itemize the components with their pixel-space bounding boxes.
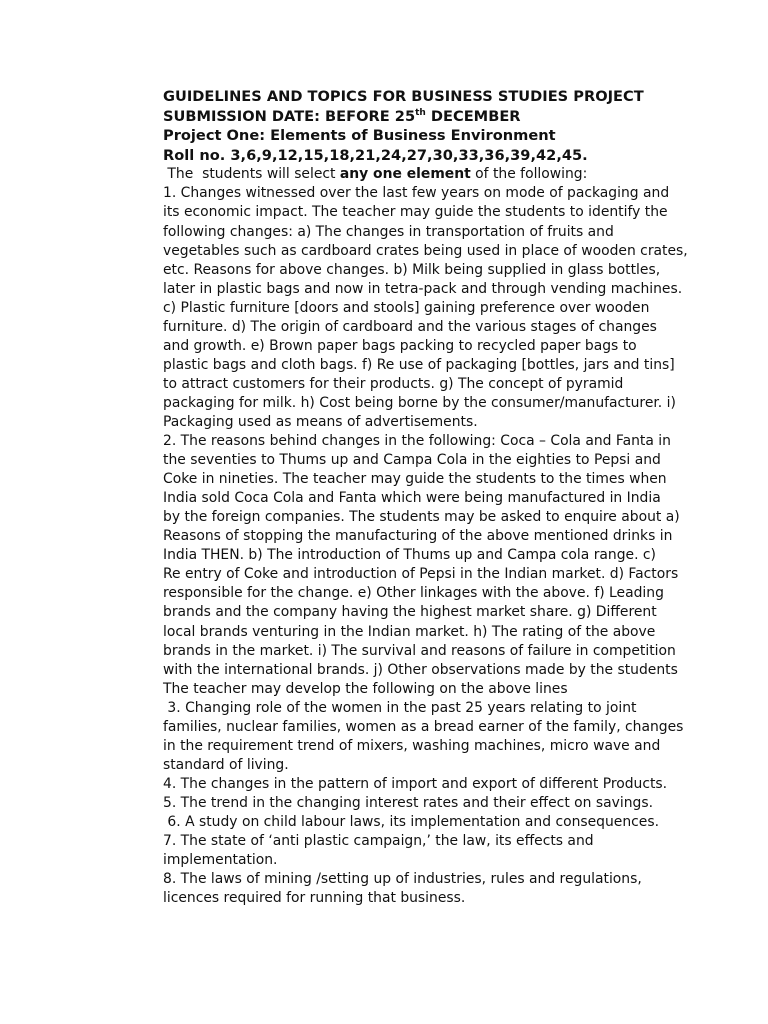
text-line: 1. Changes witnessed over the last few years on mode of packaging and [163,185,670,202]
text-line: Reasons of stopping the manufacturing of the above mentioned drinks in [163,528,673,545]
text-line: Re entry of Coke and introduction of Pepsi in the Indian market. d) Factors [163,566,679,583]
text-line: vegetables such as cardboard crates being used in place of wooden crates, [163,242,688,259]
text-line: furniture. d) The origin of cardboard and the various stages of changes [163,318,657,335]
text-line: with the international brands. j) Other observations made by the students [163,661,678,678]
text-line: 7. The state of ‘anti plastic campaign,’ the law, its effects and [163,833,594,850]
text-line: by the foreign companies. The students may be asked to enquire about a) [163,509,680,526]
text-line: 6. A study on child labour laws, its implementation and consequences. [163,813,659,830]
text-line: Coke in nineties. The teacher may guide the students to the times when [163,471,667,488]
text-line: licences required for running that business. [163,890,466,907]
text-line: standard of living. [163,756,289,773]
document-title: GUIDELINES AND TOPICS FOR BUSINESS STUDIES PROJECT [163,88,644,105]
document-page [163,87,688,908]
text-line: packaging for milk. h) Cost being borne by the consumer/manufacturer. i) [163,394,676,411]
text-line: plastic bags and cloth bags. f) Re use of packaging [bottles, jars and tins] [163,356,675,373]
text-line: 4. The changes in the pattern of import and export of different Products. [163,775,668,792]
submission-date-text: SUBMISSION DATE: BEFORE 25 [163,107,416,125]
text-line: Packaging used as means of advertisements. [163,413,478,430]
text-line: brands in the market. i) The survival and reasons of failure in competition [163,642,676,659]
text-line: India sold Coca Cola and Fanta which were being manufactured in India [163,490,661,507]
text-line: and growth. e) Brown paper bags packing to recycled paper bags to [163,337,637,354]
text-line: c) Plastic furniture [doors and stools] gaining preference over wooden [163,299,650,316]
text-line: the seventies to Thums up and Campa Cola in the eighties to Pepsi and [163,452,661,469]
text-line: implementation. [163,852,278,869]
text-line: families, nuclear families, women as a bread earner of the family, changes [163,718,684,735]
text-line: in the requirement trend of mixers, washing machines, micro wave and [163,737,661,754]
submission-date [163,107,683,127]
project-title: Project One: Elements of Business Environment [163,127,556,145]
text-line: local brands venturing in the Indian market. h) The rating of the above [163,623,656,640]
text-line: 2. The reasons behind changes in the following: Coca – Cola and Fanta in [163,433,671,450]
text-line: 3. Changing role of the women in the past 25 years relating to joint [163,699,637,716]
intro-text-post: of the following: [470,166,588,183]
text-line: brands and the company having the highest market share. g) Different [163,604,657,621]
text-line: 8. The laws of mining /setting up of industries, rules and regulations, [163,871,642,888]
submission-month: DECEMBER [425,107,521,125]
text-line: its economic impact. The teacher may guide the students to identify the [163,204,668,221]
text-line: etc. Reasons for above changes. b) Milk being supplied in glass bottles, [163,261,661,278]
intro-emphasis: any one element [339,166,471,183]
intro-line [163,165,683,184]
text-line: responsible for the change. e) Other linkages with the above. f) Leading [163,585,664,602]
date-ordinal-suffix: th [415,107,426,118]
intro-text-pre: The students will select [163,166,340,183]
roll-numbers: Roll no. 3,6,9,12,15,18,21,24,27,30,33,36,39,42,45. [163,146,588,164]
text-line: 5. The trend in the changing interest rates and their effect on savings. [163,794,653,811]
text-line: to attract customers for their products. g) The concept of pyramid [163,375,624,392]
text-line: India THEN. b) The introduction of Thums up and Campa cola range. c) [163,547,656,564]
body-text [163,184,688,908]
text-line: The teacher may develop the following on the above lines [163,680,568,697]
text-line: later in plastic bags and now in tetra-pack and through vending machines. [163,280,683,297]
text-line: following changes: a) The changes in transportation of fruits and [163,223,614,240]
